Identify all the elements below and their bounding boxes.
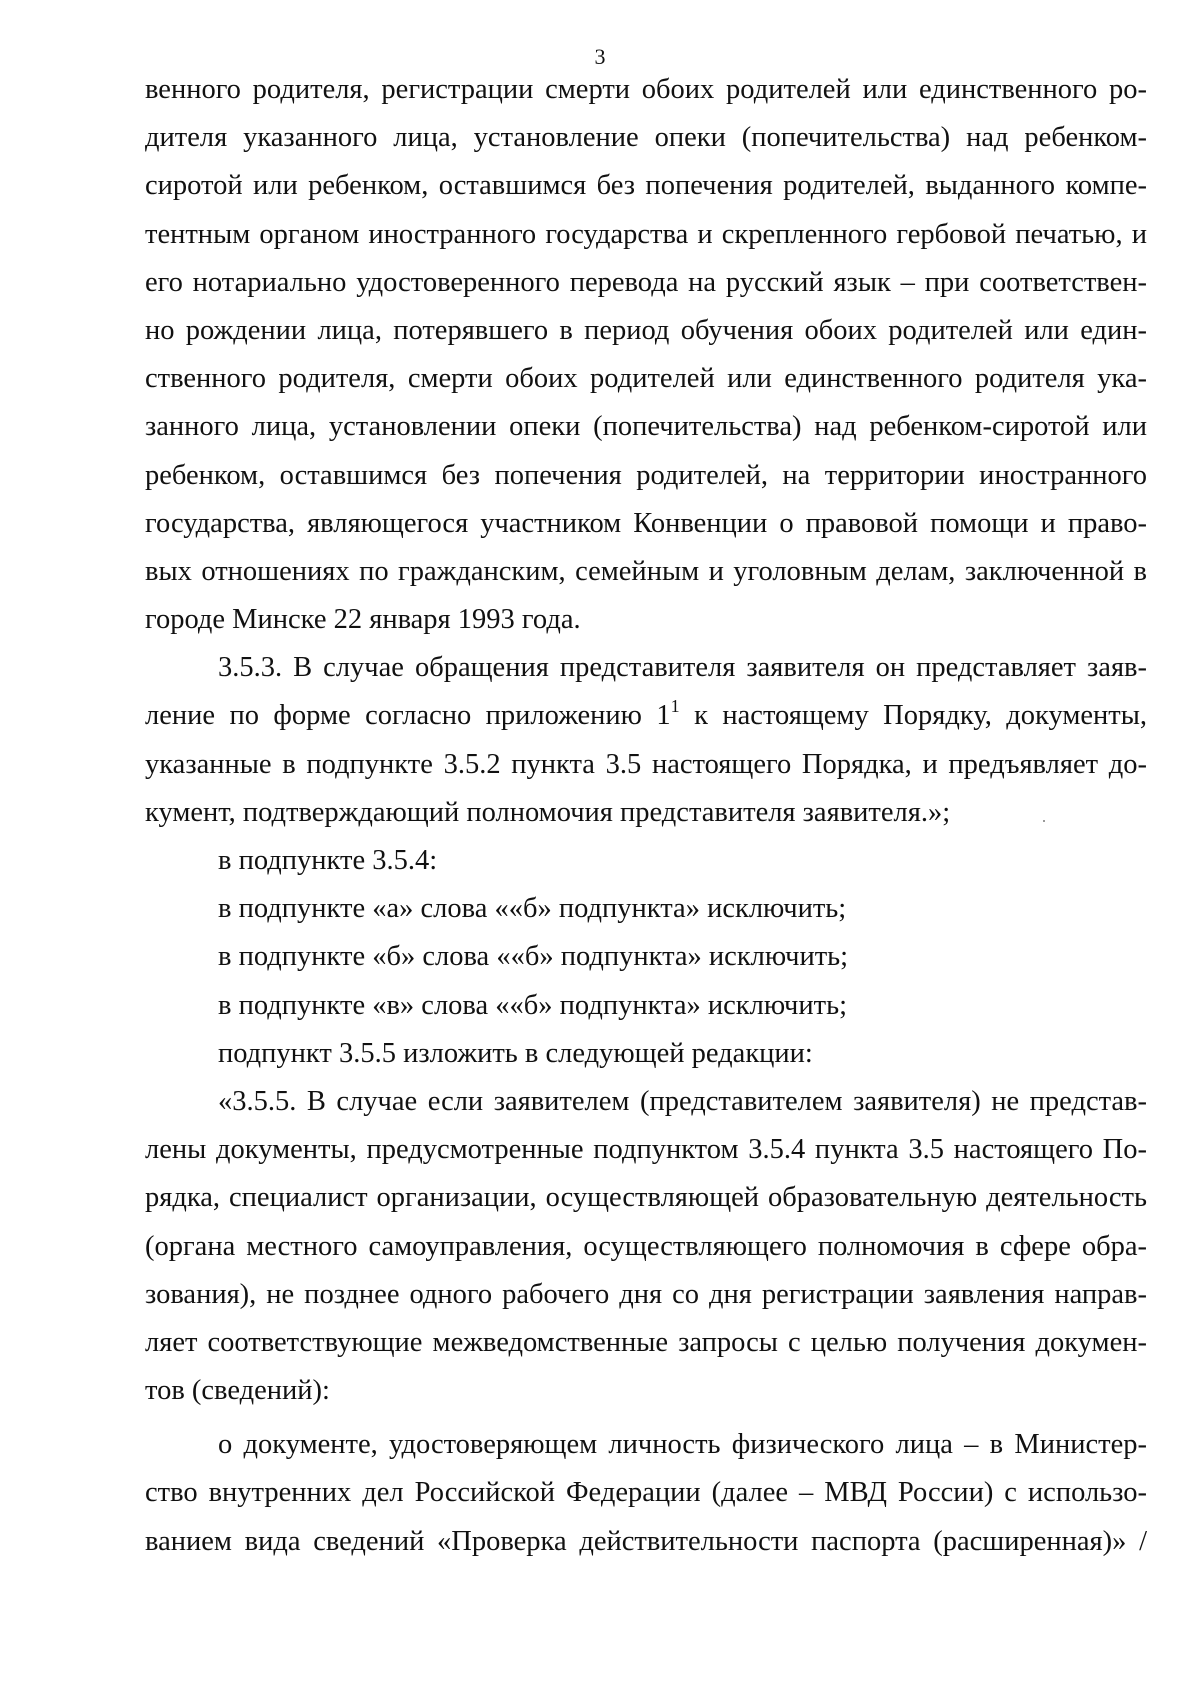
- text-fragment: к настоящему Порядку, документы,: [679, 700, 1147, 732]
- text-line: в подпункте «в» слова ««б» подпункта» исключить;: [218, 989, 848, 1021]
- text-line: о документе, удостоверяющем личность физического лица – в Министер-: [218, 1429, 1147, 1461]
- text-line: 3.5.3. В случае обращения представителя заявителя он представляет заяв-: [218, 652, 1147, 684]
- text-line: «3.5.5. В случае если заявителем (представителем заявителя) не представ-: [218, 1085, 1147, 1117]
- text-line: рядка, специалист организации, осуществляющей образовательную деятельность: [145, 1182, 1147, 1214]
- text-line: ляет соответствующие межведомственные запросы с целью получения докумен-: [145, 1326, 1147, 1358]
- text-line: (органа местного самоуправления, осуществляющего полномочия в сфере обра-: [145, 1230, 1147, 1262]
- superscript-index: 1: [670, 695, 680, 716]
- text-line: занного лица, установлении опеки (попечительства) над ребенком-сиротой или: [145, 411, 1147, 443]
- text-line: в подпункте «а» слова ««б» подпункта» исключить;: [218, 893, 847, 925]
- text-line: зования), не позднее одного рабочего дня со дня регистрации заявления направ-: [145, 1278, 1147, 1310]
- text-line: указанные в подпункте 3.5.2 пункта 3.5 настоящего Порядка, и предъявляет до-: [145, 748, 1147, 780]
- text-line: подпункт 3.5.5 изложить в следующей редакции:: [218, 1037, 813, 1069]
- text-line: государства, являющегося участником Конвенции о правовой помощи и право-: [145, 507, 1147, 539]
- text-line: в подпункте «б» слова ««б» подпункта» исключить;: [218, 941, 849, 973]
- text-line: в подпункте 3.5.4:: [218, 845, 438, 876]
- text-line: сиротой или ребенком, оставшимся без попечения родителей, выданного компе-: [145, 170, 1147, 202]
- paragraph-subpoints: [145, 837, 1147, 1078]
- text-line: ство внутренних дел Российской Федерации (далее – МВД России) с использо-: [145, 1477, 1147, 1509]
- text-line: ственного родителя, смерти обоих родителей или единственного родителя ука-: [145, 363, 1147, 395]
- text-line: вых отношениях по гражданским, семейным и уголовным делам, заключенной в: [145, 555, 1147, 587]
- text-line: ребенком, оставшимся без попечения родителей, на территории иностранного: [145, 459, 1147, 491]
- text-line: венного родителя, регистрации смерти обоих родителей или единственного ро-: [145, 74, 1147, 105]
- document-body: [145, 66, 1147, 1566]
- text-line-with-superscript: [145, 692, 1147, 740]
- text-line: кумент, подтверждающий полномочия представителя заявителя.»;: [145, 796, 951, 828]
- text-line: но рождении лица, потерявшего в период обучения обоих родителей или един-: [145, 314, 1147, 346]
- text-fragment: ление по форме согласно приложению 1: [145, 700, 671, 732]
- paragraph-3-5-5: [145, 1078, 1147, 1415]
- text-line: лены документы, предусмотренные подпунктом 3.5.4 пункта 3.5 настоящего По-: [145, 1134, 1147, 1166]
- text-line: дителя указанного лица, установление опеки (попечительства) над ребенком-: [145, 122, 1147, 154]
- text-line: ванием вида сведений «Проверка действительности паспорта (расширенная)» /: [145, 1525, 1147, 1557]
- text-line: его нотариально удостоверенного перевода на русский язык – при соответствен-: [145, 266, 1147, 298]
- page-number: 3: [594, 44, 606, 69]
- text-line: тентным органом иностранного государства и скрепленного гербовой печатью, и: [145, 218, 1147, 250]
- paragraph-continuation: [145, 66, 1147, 644]
- paragraph-3-5-3: [145, 644, 1147, 837]
- scan-speck: [1043, 820, 1045, 822]
- text-line: городе Минске 22 января 1993 года.: [145, 604, 581, 636]
- text-line: тов (сведений):: [145, 1375, 330, 1407]
- paragraph-identity-document: [145, 1421, 1147, 1566]
